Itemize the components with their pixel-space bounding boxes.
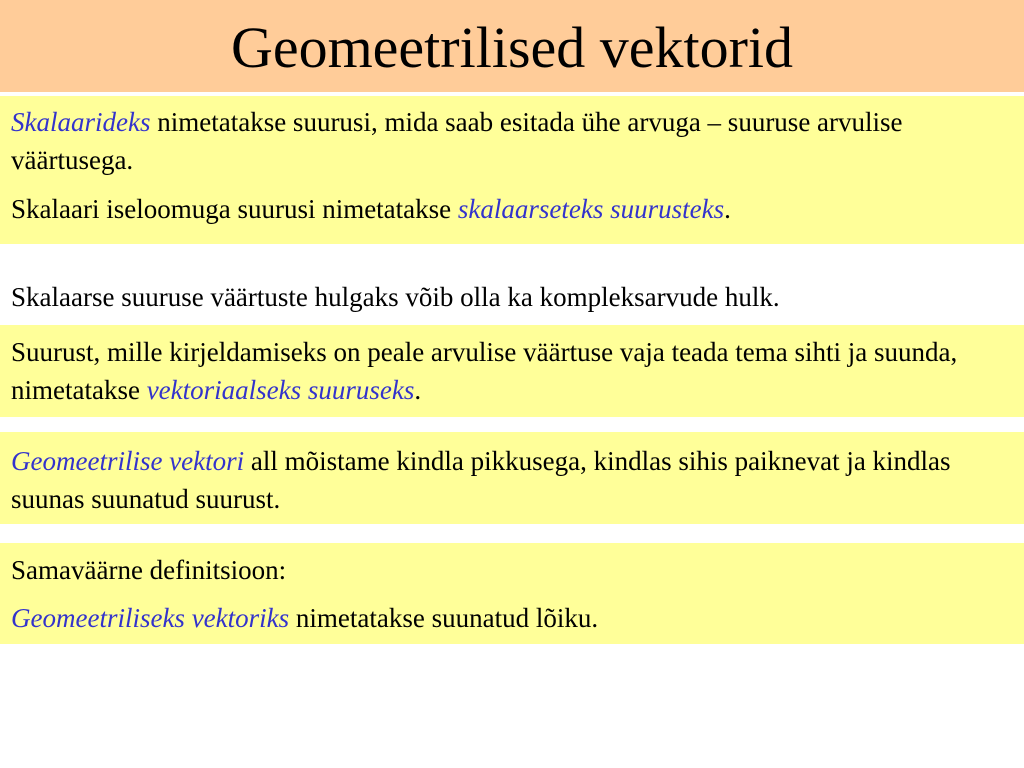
scalar-quantity-paragraph bbox=[11, 190, 1012, 228]
scalar-quantity-text-before: Skalaari iseloomuga suurusi nimetatakse bbox=[11, 194, 458, 224]
scalar-definition-paragraph bbox=[11, 103, 1012, 179]
vector-quantity-text-before: Suurust, mille kirjeldamiseks on peale arvulise väärtuse vaja teada tema sihti ja suunda, nimetatakse bbox=[11, 337, 958, 405]
directed-segment-paragraph bbox=[11, 599, 1012, 637]
complex-numbers-note: Skalaarse suuruse väärtuste hulgaks võib olla ka kompleksarvude hulk. bbox=[11, 282, 780, 312]
equivalent-definition-heading: Samaväärne definitsioon: bbox=[11, 555, 287, 585]
geometric-vector-text: all mõistame kindla pikkusega, kindlas sihis paiknevat ja kindlas suunas suunatud suurust. bbox=[11, 446, 951, 514]
scalar-definition-text: nimetatakse suurusi, mida saab esitada ühe arvuga – suuruse arvulise väärtusega. bbox=[11, 107, 903, 175]
equivalent-definition-box bbox=[0, 543, 1024, 644]
term-skalaarseteks-suurusteks: skalaarseteks suurusteks bbox=[457, 194, 725, 224]
term-geomeetrilise-vektori: Geomeetrilise vektori bbox=[11, 446, 245, 476]
term-skalaarideks: Skalaarideks bbox=[11, 107, 151, 137]
vector-quantity-box bbox=[0, 325, 1024, 417]
scalar-quantity-text-after: . bbox=[724, 194, 731, 224]
geometric-vector-paragraph bbox=[11, 442, 1012, 518]
title-bar bbox=[0, 0, 1024, 92]
geometric-vector-box bbox=[0, 432, 1024, 524]
directed-segment-text: nimetatakse suunatud lõiku. bbox=[289, 603, 599, 633]
term-geomeetriliseks-vektoriks: Geomeetriliseks vektoriks bbox=[11, 603, 290, 633]
vector-quantity-text-after: . bbox=[414, 375, 422, 405]
slide-title: Geomeetrilised vektorid bbox=[230, 15, 794, 80]
scalar-definition-box bbox=[0, 96, 1024, 244]
vector-quantity-paragraph bbox=[11, 333, 1012, 409]
term-vektoriaalseks-suuruseks: vektoriaalseks suuruseks bbox=[146, 375, 415, 405]
